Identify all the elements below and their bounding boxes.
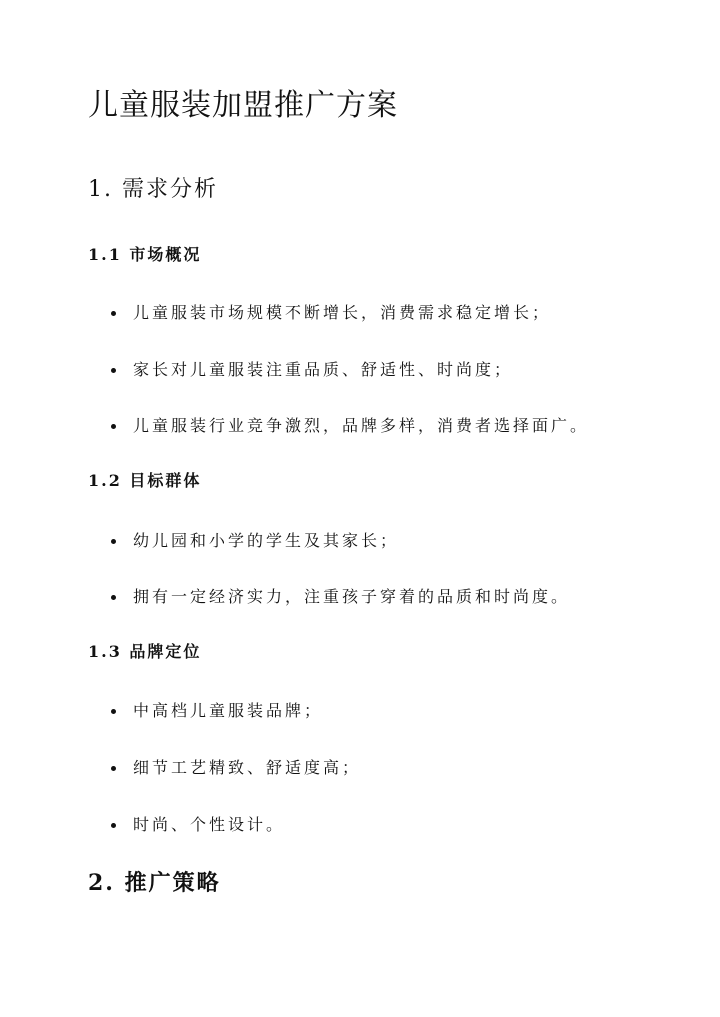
list-item — [133, 586, 570, 608]
bullet-icon — [111, 539, 116, 544]
list-item — [133, 302, 551, 324]
subsection-1-2-heading: 1.2 目标群体 — [88, 471, 202, 490]
list-item — [133, 757, 361, 779]
subsection-1-1-heading: 1.1 市场概况 — [88, 245, 202, 264]
document-title: 儿童服装加盟推广方案 — [88, 88, 398, 123]
bullet-icon — [111, 311, 116, 316]
list-item-text: 拥有一定经济实力，注重孩子穿着的品质和时尚度。 — [133, 587, 571, 606]
list-item-text: 儿童服装行业竞争激烈，品牌多样，消费者选择面广。 — [133, 416, 590, 435]
bullet-icon — [111, 823, 116, 828]
list-item — [133, 359, 513, 381]
list-item-text: 幼儿园和小学的学生及其家长； — [133, 531, 400, 550]
section-1-heading: 1. 需求分析 — [88, 177, 218, 202]
list-item — [133, 814, 285, 836]
section-2-heading: 2. 推广策略 — [88, 870, 221, 896]
list-item-text: 儿童服装市场规模不断增长，消费需求稳定增长； — [133, 303, 552, 322]
bullet-icon — [111, 368, 116, 373]
list-item — [133, 530, 399, 552]
bullet-icon — [111, 766, 116, 771]
bullet-icon — [111, 424, 116, 429]
list-item — [133, 700, 323, 722]
list-item — [133, 415, 589, 437]
bullet-icon — [111, 595, 116, 600]
bullet-icon — [111, 709, 116, 714]
subsection-1-3-heading: 1.3 品牌定位 — [88, 642, 202, 661]
list-item-text: 时尚、个性设计。 — [133, 815, 286, 834]
list-item-text: 细节工艺精致、舒适度高； — [133, 758, 362, 777]
list-item-text: 家长对儿童服装注重品质、舒适性、时尚度； — [133, 360, 514, 379]
list-item-text: 中高档儿童服装品牌； — [133, 701, 324, 720]
